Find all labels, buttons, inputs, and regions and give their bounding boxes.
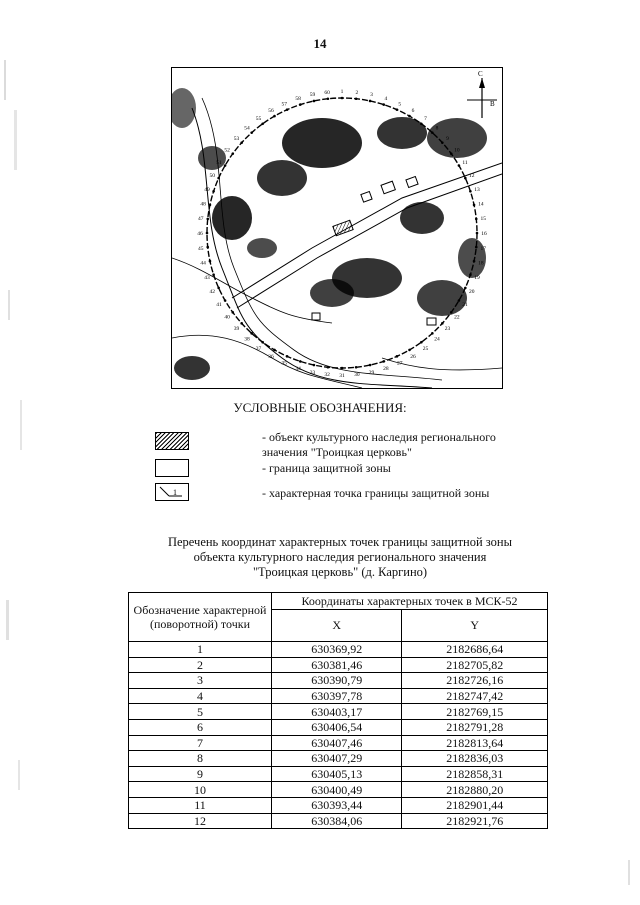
map-drawing [172,68,502,388]
boundary-point-marker [475,218,478,221]
boundary-point-label: 27 [397,360,403,367]
point-cell: 2 [129,657,272,673]
x-cell: 630384,06 [272,813,402,829]
legend-point-swatch [155,483,189,501]
boundary-point-marker [341,367,344,370]
scan-noise [4,60,6,100]
boundary-point-marker [299,360,302,363]
boundary-point-label: 51 [216,160,222,166]
boundary-point-label: 30 [354,372,360,379]
x-column-header: X [272,610,402,642]
boundary-point-marker [313,364,316,367]
point-symbol-icon [156,484,188,500]
boundary-point-label: 5 [398,101,402,108]
scan-noise [14,110,17,170]
boundary-point-marker [458,299,461,302]
coordinates-group-header: Координаты характерных точек в МСК-52 [272,593,548,610]
page-number: 14 [313,36,327,51]
legend-zone-swatch [155,459,189,477]
table-row [129,797,548,813]
caption-line1: Перечень координат характерных точек границы защитной зоны [167,535,513,549]
boundary-point-label: 23 [444,326,451,333]
boundary-point-marker [382,103,385,106]
point-cell: 4 [129,688,272,704]
boundary-point-marker [299,103,302,106]
boundary-point-marker [273,349,276,352]
boundary-point-marker [408,115,411,118]
y-cell: 2182705,82 [402,657,548,673]
boundary-point-label: 38 [244,336,250,343]
y-cell: 2182921,76 [402,813,548,829]
scan-noise [8,290,10,320]
x-cell: 630406,54 [272,719,402,735]
boundary-point-label: 52 [224,147,230,154]
legend-point-text: - характерная точка границы защитной зоны [262,486,490,500]
boundary-point-label: 8 [435,125,439,132]
x-cell: 630390,79 [272,673,402,689]
boundary-point-marker [420,122,423,125]
table-row [129,766,548,782]
compass-north-label: С [478,70,483,78]
boundary-point-label: 31 [339,373,345,379]
point-cell: 5 [129,704,272,720]
boundary-point-marker [369,100,372,103]
boundary-point-marker [261,122,264,125]
legend-heritage-swatch [155,432,189,450]
boundary-point-marker [441,141,444,144]
boundary-point-label: 25 [422,345,429,352]
boundary-point-marker [240,141,243,144]
legend-title: УСЛОВНЫЕ ОБОЗНАЧЕНИЯ: [233,400,407,415]
x-cell: 630407,46 [272,735,402,751]
x-cell: 630403,17 [272,704,402,720]
boundary-point-marker [327,366,330,369]
boundary-point-label: 18 [478,260,484,267]
boundary-point-marker [327,97,330,100]
y-cell: 2182747,42 [402,688,548,704]
table-row [129,751,548,767]
boundary-point-marker [464,287,467,290]
legend-heritage-text [262,430,496,460]
boundary-point-label: 6 [411,108,415,115]
x-cell: 630405,13 [272,766,402,782]
scan-noise [628,860,630,885]
boundary-point-label: 35 [281,360,287,367]
boundary-point-label: 17 [480,245,486,252]
boundary-point-label: 1 [340,89,344,95]
boundary-point-marker [231,152,234,155]
boundary-point-marker [458,164,461,167]
boundary-point-label: 40 [224,314,230,321]
boundary-point-marker [240,322,243,325]
legend-zone-text: - граница защитной зоны [262,461,391,475]
boundary-point-marker [209,204,212,207]
boundary-point-label: 29 [368,369,375,376]
boundary-point-marker [473,204,476,207]
boundary-point-marker [473,260,476,263]
boundary-point-marker [355,97,358,100]
boundary-point-label: 42 [209,288,216,295]
boundary-point-label: 39 [233,326,240,333]
boundary-point-marker [420,341,423,344]
legend-heritage-line1: - объект культурного наследия регионального [262,430,496,444]
boundary-point-marker [396,355,399,358]
boundary-point-label: 60 [324,89,330,96]
boundary-point-label: 57 [281,101,287,108]
boundary-point-marker [206,218,209,221]
north-arrow [467,70,497,118]
point-symbol-label: 1 [173,488,177,497]
x-cell: 630393,44 [272,797,402,813]
boundary-point-marker [217,287,220,290]
boundary-point-marker [224,299,227,302]
boundary-point-marker [475,246,478,249]
y-cell: 2182813,64 [402,735,548,751]
boundary-point-label: 48 [200,201,206,208]
situation-map [171,67,503,389]
boundary-point-label: 9 [446,135,449,142]
y-cell: 2182791,28 [402,719,548,735]
heritage-object [333,220,353,236]
point-cell: 10 [129,782,272,798]
boundary-point-marker [217,177,220,180]
boundary-point-label: 24 [434,336,440,343]
table-row [129,782,548,798]
boundary-point-label: 58 [295,95,301,102]
point-cell: 9 [129,766,272,782]
boundary-point-label: 47 [198,216,204,223]
boundary-point-label: 20 [468,288,475,295]
boundary-point-marker [224,164,227,167]
scan-noise [18,760,20,790]
caption-line3: "Троицкая церковь" (д. Каргино) [252,565,428,579]
boundary-point-label: 41 [216,302,222,308]
boundary-point-label: 50 [209,173,216,180]
table-row [129,657,548,673]
boundary-point-label: 10 [454,147,460,154]
table-row [129,642,548,658]
boundary-point-marker [206,246,209,249]
boundary-point-label: 21 [462,302,468,308]
boundary-point-marker [261,341,264,344]
boundary-point-marker [313,100,316,103]
table-caption [130,535,550,580]
table-row [129,704,548,720]
table-body [129,642,548,829]
boundary-point-marker [469,190,472,193]
y-cell: 2182726,16 [402,673,548,689]
x-cell: 630407,29 [272,751,402,767]
boundary-point-marker [382,360,385,363]
boundary-point-marker [212,273,215,276]
boundary-point-label: 28 [383,366,389,373]
boundary-point-marker [231,311,234,314]
boundary-point-marker [441,322,444,325]
boundary-point-label: 49 [204,187,210,194]
boundary-point-label: 45 [198,245,204,252]
boundary-point-marker [476,232,479,235]
point-cell: 8 [129,751,272,767]
boundary-point-label: 14 [478,201,484,208]
boundary-point-label: 34 [295,366,301,373]
boundary-point-marker [209,260,212,263]
boundary-point-label: 7 [424,116,427,123]
table-row [129,688,548,704]
boundary-point-marker [408,349,411,352]
legend-heritage-line2: значения "Троицкая церковь" [262,445,412,459]
boundary-point-label: 59 [309,92,316,99]
boundary-point-marker [355,366,358,369]
boundary-point-label: 3 [370,92,373,99]
y-column-header: Y [402,610,548,642]
boundary-point-marker [464,177,467,180]
boundary-point-marker [431,332,434,335]
y-cell: 2182769,15 [402,704,548,720]
boundary-point-marker [450,152,453,155]
boundary-point-label: 46 [197,231,203,237]
x-cell: 630381,46 [272,657,402,673]
point-cell: 3 [129,673,272,689]
boundary-point-label: 32 [324,372,330,379]
boundary-point-label: 36 [268,353,274,360]
boundary-point-label: 11 [462,160,468,166]
boundary-point-label: 22 [454,314,460,321]
boundary-point-label: 15 [480,216,486,223]
boundary-point-marker [369,364,372,367]
table-row [129,719,548,735]
x-cell: 630369,92 [272,642,402,658]
point-column-header: Обозначение характерной (поворотной) точки [129,593,272,642]
point-cell: 11 [129,797,272,813]
boundary-point-marker [341,97,344,100]
compass-east-label: В [490,100,495,108]
point-cell: 12 [129,813,272,829]
boundary-point-label: 37 [255,345,262,352]
boundary-point-marker [286,108,289,111]
boundary-point-label: 19 [474,274,480,281]
boundary-point-label: 44 [200,260,206,267]
boundary-point-label: 4 [384,95,388,102]
point-cell: 7 [129,735,272,751]
boundary-point-marker [250,332,253,335]
coordinates-table [128,592,548,829]
boundary-point-label: 43 [204,274,210,281]
boundary-point-label: 55 [255,116,262,123]
boundary-point-label: 12 [468,173,475,180]
scan-noise [6,600,9,640]
point-cell: 6 [129,719,272,735]
y-cell: 2182686,64 [402,642,548,658]
terrain-line [172,258,332,323]
boundary-point-marker [286,355,289,358]
boundary-point-marker [469,273,472,276]
y-cell: 2182880,20 [402,782,548,798]
boundary-point-marker [250,131,253,134]
boundary-point-marker [206,232,209,235]
y-cell: 2182858,31 [402,766,548,782]
x-cell: 630397,78 [272,688,402,704]
table-row [129,813,548,829]
boundary-point-label: 54 [244,125,250,132]
boundary-point-label: 2 [355,89,359,96]
boundary-point-label: 26 [410,353,416,360]
y-cell: 2182836,03 [402,751,548,767]
table-row [129,673,548,689]
boundary-point-marker [212,190,215,193]
table-row [129,735,548,751]
boundary-point-marker [431,131,434,134]
caption-line2: объекта культурного наследия регионального значения [193,550,487,564]
boundary-point-label: 53 [233,135,240,142]
boundary-point-label: 16 [481,231,487,237]
boundary-point-label: 13 [474,187,480,194]
point-cell: 1 [129,642,272,658]
boundary-point-label: 33 [309,369,316,376]
boundary-point-label: 56 [268,108,274,115]
y-cell: 2182901,44 [402,797,548,813]
boundary-point-marker [273,115,276,118]
boundary-point-marker [396,108,399,111]
boundary-point-marker [450,311,453,314]
x-cell: 630400,49 [272,782,402,798]
